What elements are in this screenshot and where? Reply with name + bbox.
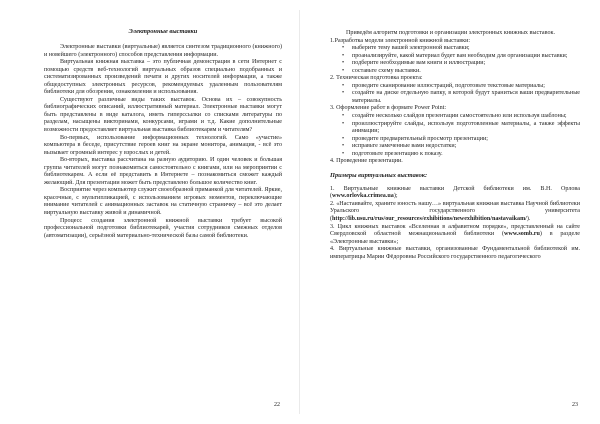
example-text: 4. Виртуальные книжные выставки, организованные Фундаментальной библиотекой им. императрицы Марии Фёдоровны Российского государственного педагогического — [330, 246, 580, 260]
right-page — [300, 0, 600, 424]
example-text: ). — [526, 216, 531, 223]
paragraph: Восприятие через компьютер служит своеобразной приманкой для читателей. Яркие, красочные, с мультипликацией, с использованием игровых моментов, переключающие внимание читателей с анимационных заставок на статичную страничку – всё это делает виртуальную выставку живой и динамичной. — [44, 187, 282, 217]
list-item: • выберите тему вашей электронной выставки; — [352, 45, 580, 53]
example-item — [330, 246, 580, 261]
step-2-list — [330, 83, 580, 106]
paragraph: Существуют различные виды таких выставок. Основа их – совокупность библиографических описаний, иллюстративный материал. Электронные выставки могут быть представлены в виде каталога, иметь гиперссылки со списками литературы по разделам, насыщены викторинами, конкурсами, играми и т.д. Какие дополнительные возможности предоставляет виртуальная выставка библиотекарям и читателям? — [44, 96, 282, 134]
paragraph: Во-вторых, выставка рассчитана на разную аудиторию. И один человек и большая группа читателей могут познакомиться самостоятельно с книгами, или на мероприятии с библиотекарем. А если её представить в Интернете – познакомиться сможет каждый желающий. Для презентации может быть представлено большое количество книг. — [44, 157, 282, 186]
example-text: 1. Виртуальные книжные выставки Детской библиотеки им. В.Н. Орловa ( — [330, 185, 580, 200]
list-item: • проведите сканирование иллюстраций, подготовьте текстовые материалы; — [352, 83, 580, 91]
paragraph: Во-первых, использование информационных технологий. Само «участие» компьютера в беседе, присутствие героев книг на экране монитора, анимация, - всё это вызывает огромный интерес у взрослых и детей. — [44, 134, 282, 156]
example-item — [330, 224, 580, 247]
example-item — [330, 186, 580, 201]
list-item: • проанализируйте, какой материал будет вам необходим для организации выставки; — [352, 53, 580, 61]
list-item: • подберите необходимые вам книги и иллюстрации; — [352, 60, 580, 68]
page-title: Электронные выставки — [128, 28, 198, 35]
list-item: • исправьте замеченные вами недостатки; — [352, 143, 580, 151]
example-link[interactable]: www.orlovka.crimea.ua — [332, 193, 394, 200]
step-1-title: 1.Разработка модели электронной книжной выставки: — [330, 37, 471, 44]
intro-paragraph: Приведём алгоритм подготовки и организации электронных книжных выставок. — [346, 30, 555, 36]
list-item: • проведите предварительный просмотр презентации; — [352, 136, 580, 144]
paragraph: Электронные выставки (виртуальные) является синтезом традиционного (книжного) и новейшего (электронного) способов представления информации. — [44, 44, 282, 58]
list-item: • подготовьте презентацию к показу. — [352, 151, 580, 159]
paragraph: Виртуальная книжная выставка – это публичная демонстрация в сети Интернет с помощью средств веб-технологий виртуальных образов специально подобранных и систематизированных произведений печати и других носителей информации, а также общедоступных электронных ресурсов, рекомендуемых удаленным пользователям библиотеки для обозрения, ознакомления и использования. — [44, 59, 282, 96]
list-item: • составьте схему выставки. — [352, 68, 580, 76]
step-2-title: 2. Техническая подготовка проекта: — [330, 75, 423, 82]
step-3-title: 3. Оформление работ в формате Power Point: — [330, 105, 447, 112]
list-item: • создайте на диске отдельную папку, в которой будут храниться ваши предварительные материалы. — [352, 90, 580, 105]
step-1-list — [330, 45, 580, 75]
example-text: ); — [393, 193, 398, 200]
example-item — [330, 201, 580, 224]
examples-heading: Примеры виртуальных выставок: — [330, 171, 428, 179]
example-text: ) в разделе «Электронные выставки»; — [330, 231, 580, 245]
example-link[interactable]: www.somb.ru — [504, 231, 540, 238]
list-item: • создайте несколько слайдов презентации самостоятельно или используя шаблоны; — [352, 113, 580, 121]
example-text: 3. Цикл книжных выставок «Вселенная в алфавитном порядке», представленный на сайте Свердловской областной межнациональной библиотеки ( — [330, 223, 580, 238]
example-link[interactable]: http://lib.usu.ru/rus/our_resources/exhibitions/newexhibition/nastavaikam/ — [332, 216, 527, 223]
page-number: 23 — [572, 402, 578, 408]
list-item: • проиллюстрируйте слайды, используя подготовленные материалы, а также эффекты анимации; — [352, 121, 580, 136]
step-4-title: 4. Проведение презентации. — [330, 158, 403, 165]
step-3-list — [330, 113, 580, 158]
paragraph: Процесс создания электронной книжной выставки требует высокой профессиональной подготовки библиотекарей, участия сотрудников смежных отделов (автоматизации), серьёзной материально-технической базы самой библиотеки. — [44, 217, 282, 239]
example-text: 2. «Настаивайте, храните юность нашу…» виртуальная книжная выставка Научной библиотеки Уральского государственного университета ( — [330, 200, 580, 223]
page-number: 22 — [274, 402, 280, 408]
